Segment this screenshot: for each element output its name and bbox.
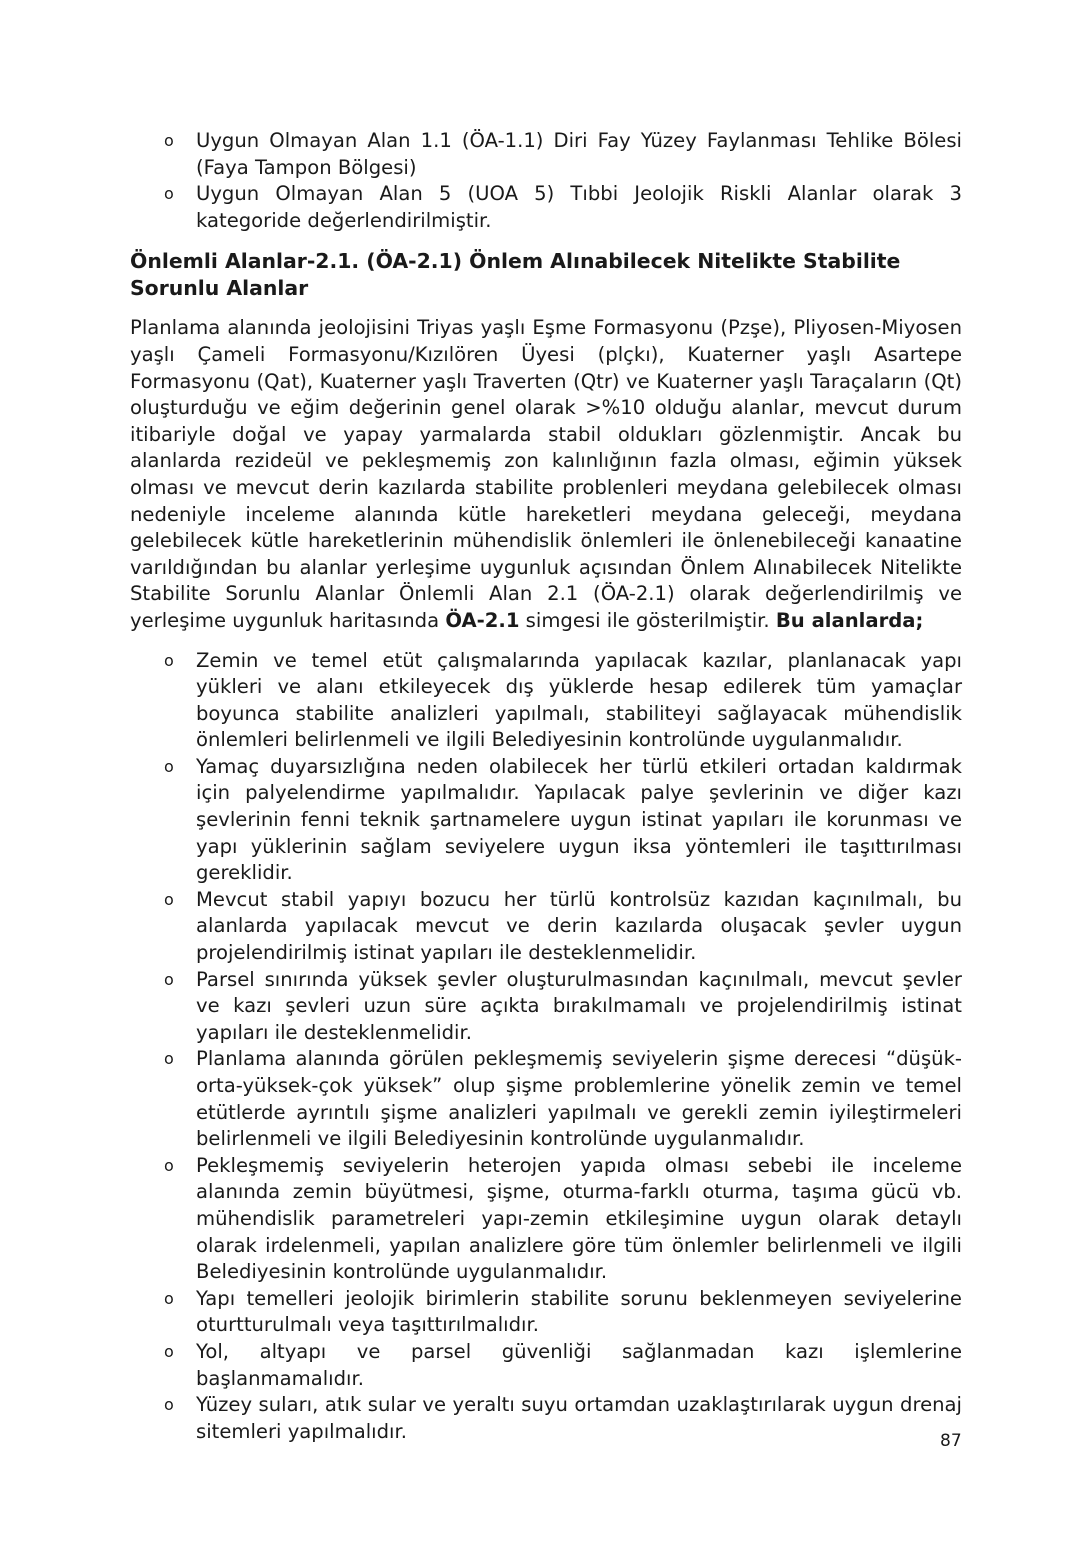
bullet-circle-icon: o xyxy=(164,650,174,670)
top-bullet-list xyxy=(130,128,962,234)
list-item xyxy=(130,648,962,754)
list-item-text: Mevcut stabil yapıyı bozucu her türlü kontrolsüz kazıdan kaçınılmalı, bu alanlarda yapılacak mevcut ve derin kazılarda oluşacak şevler uygun projelendirilmiş istinat yapıları ile desteklenmelidir. xyxy=(196,887,962,965)
paragraph-text: Planlama alanında jeolojisini Triyas yaşlı Eşme Formasyonu (Pzşe), Pliyosen-Miyosen yaşlı Çameli Formasyonu/Kızılören Üyesi (plçkı), Kuaterner yaşlı Asartepe Formasyonu (Qat), Kuaterner yaşlı Traverten (Qtr) ve Kuaterner yaşlı Taraçaların (Qt) oluşturduğu ve eğim değerinin genel olarak >%10 olduğu alanlar, mevcut durum itibariyle doğal ve yapay yarmalarda stabil oldukları gözlenmiştir. Ancak bu alanlarda rezideül ve pekleşmemiş zon kalınlığının fazla olması, eğimin yüksek olması ve mevcut derin kazılarda stabilite problenleri meydana gelebilecek olması nedeniyle inceleme alanında kütle hareketleri meydana geleceği, meydana gelebilecek kütle hareketlerinin mühendislik önlemleri ile önlenebileceği kanaatine varıldığından bu alanlar yerleşime uygunluk açısından Önlem Alınabilecek Nitelikte Stabilite Sorunlu Alanlar Önlemli Alan 2.1 (ÖA-2.1) olarak değerlendirilmiş ve yerleşime uygunluk haritasında xyxy=(130,316,962,632)
list-item xyxy=(130,967,962,1047)
bullet-circle-icon: o xyxy=(164,756,174,776)
list-item-text: Yüzey suları, atık sular ve yeraltı suyu ortamdan uzaklaştırılarak uygun drenaj sitemleri yapılmalıdır. xyxy=(196,1393,962,1443)
bullet-circle-icon: o xyxy=(164,1155,174,1175)
page-number: 87 xyxy=(940,1431,962,1451)
list-item-text: Yol, altyapı ve parsel güvenliği sağlanmadan kazı işlemlerine başlanmamalıdır. xyxy=(196,1339,962,1390)
list-item-text: Zemin ve temel etüt çalışmalarında yapılacak kazılar, planlanacak yapı yükleri ve alanı etkileyecek dış yüklerde hesap edilerek tüm yamaçlar boyunca stabilite analizleri yapılmalı, stabiliteyi sağlayacak mühendislik önlemleri belirlenmeli ve ilgili Belediyesinin kontrolünde uygulanmalıdır. xyxy=(196,648,962,752)
list-item xyxy=(130,181,962,234)
symbol-label: ÖA-2.1 xyxy=(445,608,520,632)
list-item-text: Uygun Olmayan Alan 5 (UOA 5) Tıbbi Jeolojik Riskli Alanlar olarak 3 kategoride değerlendirilmiştir. xyxy=(196,182,962,232)
bullet-circle-icon: o xyxy=(164,184,174,204)
bullet-circle-icon: o xyxy=(164,131,174,150)
list-item xyxy=(130,1046,962,1152)
bullet-circle-icon: o xyxy=(164,1288,174,1308)
bullet-circle-icon: o xyxy=(164,1049,174,1069)
section-heading: Önlemli Alanlar-2.1. (ÖA-2.1) Önlem Alınabilecek Nitelikte Stabilite Sorunlu Alanlar xyxy=(130,249,901,301)
list-item-text: Pekleşmemiş seviyelerin heterojen yapıda olması sebebi ile inceleme alanında zemin büyütmesi, şişme, oturma-farklı oturma, taşıma gücü vb. mühendislik parametreleri yapı-zemin etkileşimine uygun olarak detaylı olarak irdelenmeli, yapılan analizlere göre tüm önlemler belirlenmeli ve ilgili Belediyesinin kontrolünde uygulanmalıdır. xyxy=(196,1153,962,1284)
bullet-circle-icon: o xyxy=(164,1341,174,1361)
list-item xyxy=(130,1339,962,1392)
document-page xyxy=(130,128,962,1445)
list-item xyxy=(130,1153,962,1286)
paragraph-text: simgesi ile gösterilmiştir. xyxy=(519,608,776,632)
section-paragraph xyxy=(130,315,962,634)
list-item xyxy=(130,754,962,887)
emphasis-label: Bu alanlarda; xyxy=(775,608,924,632)
list-item-text: Parsel sınırında yüksek şevler oluşturulmasından kaçınılmalı, mevcut şevler ve kazı şevleri uzun süre açıkta bırakılmamalı ve projelendirilmiş istinat yapıları ile desteklenmelidir. xyxy=(196,967,962,1044)
list-item-text: Planlama alanında görülen pekleşmemiş seviyelerin şişme derecesi “düşük-orta-yüksek-çok yüksek” olup şişme problemlerine yönelik zemin ve temel etütlerde ayrıntılı şişme analizleri yapılmalı ve gerekli zemin iyileştirmeleri belirlenmeli ve ilgili Belediyesinin kontrolünde uygulanmalıdır. xyxy=(196,1047,962,1151)
measures-list xyxy=(130,648,962,1446)
bullet-circle-icon: o xyxy=(164,889,174,909)
list-item-text: Yamaç duyarsızlığına neden olabilecek her türlü etkileri ortadan kaldırmak için palyelendirme yapılmalıdır. Yapılacak palye şevlerinin ve diğer kazı şevlerinin fenni teknik şartnamelere uygun istinat yapıları ile korunması ve yapı yüklerinin sağlam seviyelere uygun iksa yöntemleri ile taşıttırılması gereklidir. xyxy=(196,754,962,885)
list-item xyxy=(130,1392,962,1445)
bullet-circle-icon: o xyxy=(164,1395,174,1415)
list-item-text: Uygun Olmayan Alan 1.1 (ÖA-1.1) Diri Fay Yüzey Faylanması Tehlike Bölesi (Faya Tampon Bölgesi) xyxy=(196,129,962,179)
list-item xyxy=(130,128,962,181)
list-item xyxy=(130,887,962,967)
bullet-circle-icon: o xyxy=(164,969,174,989)
list-item-text: Yapı temelleri jeolojik birimlerin stabilite sorunu beklenmeyen seviyelerine oturtturulmalı veya taşıttırılmalıdır. xyxy=(196,1286,962,1337)
list-item xyxy=(130,1286,962,1339)
